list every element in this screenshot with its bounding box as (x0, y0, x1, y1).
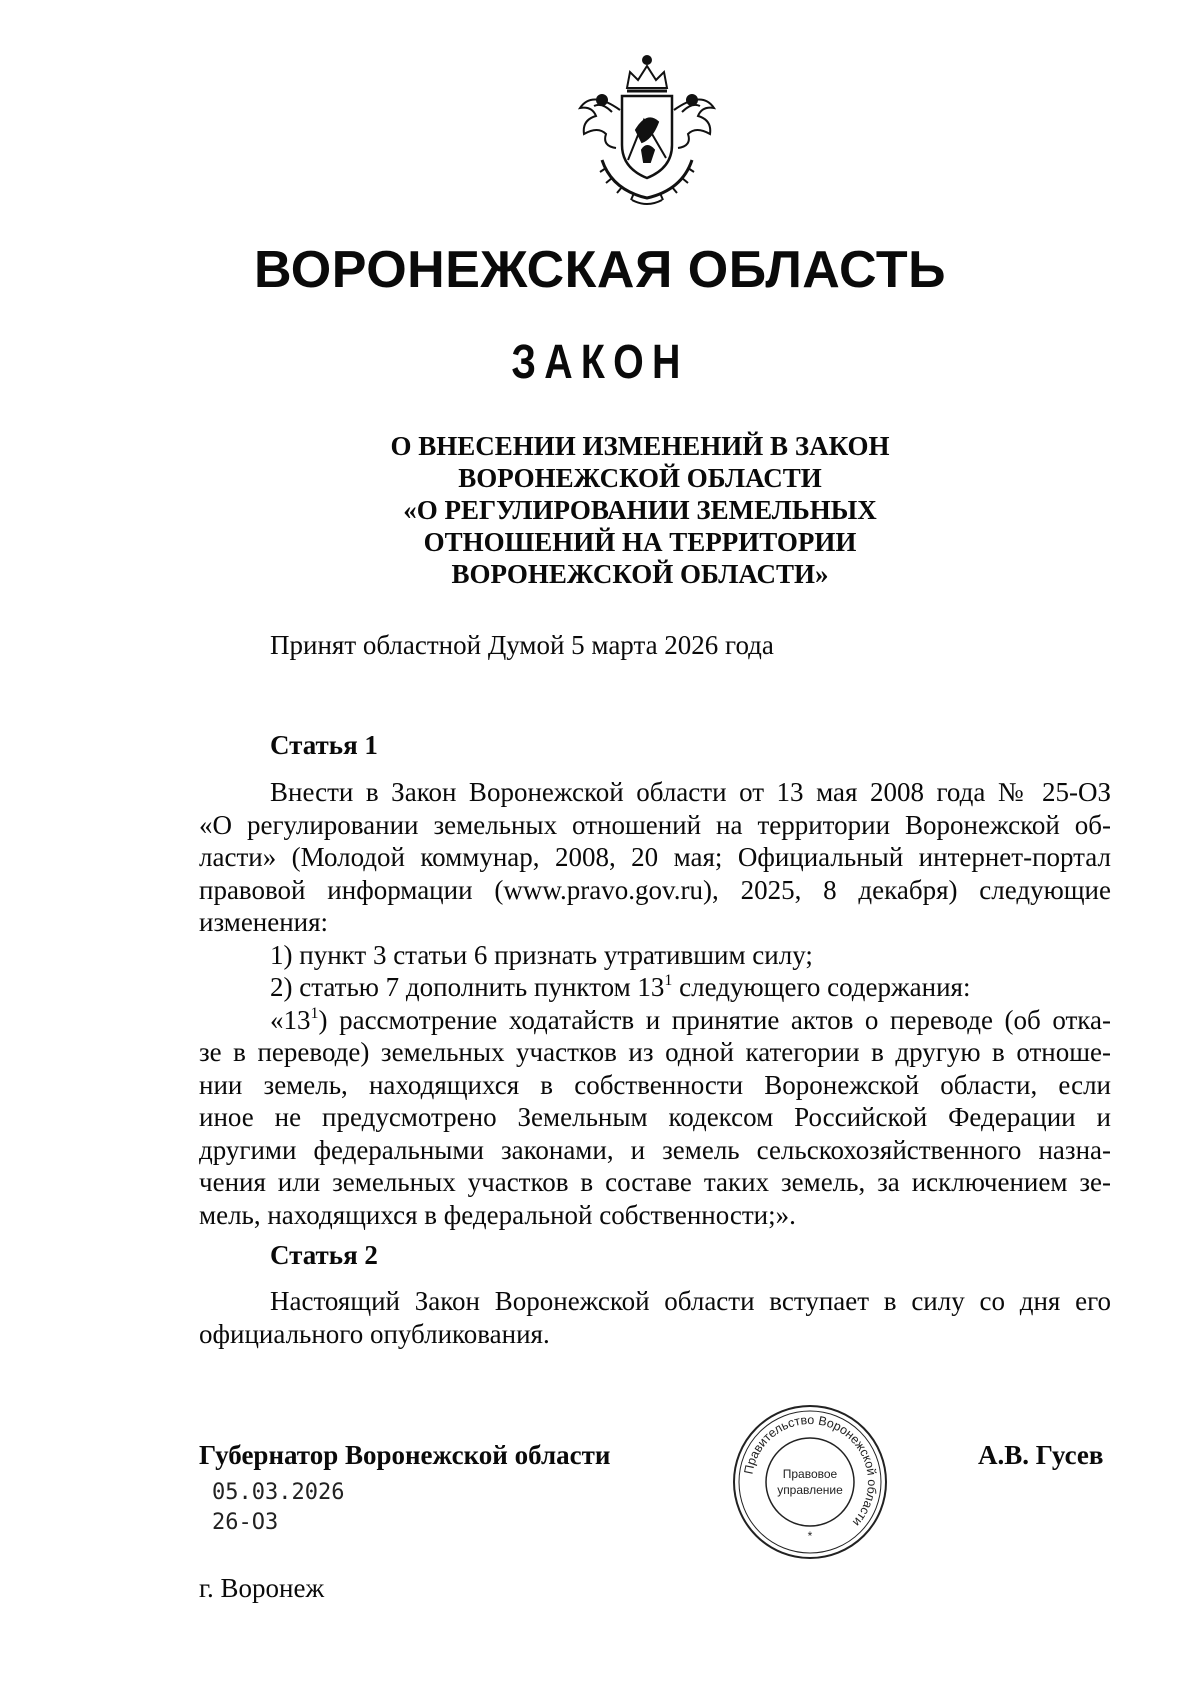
governor-title: Губернатор Воронежской области (199, 1440, 611, 1470)
quote-line: нии земель, находящихся в собственности Воронежской области, если (199, 1069, 1111, 1100)
item-2-superscript: 1 (664, 972, 673, 989)
voronezh-coat-of-arms-icon (572, 50, 722, 210)
quote-open: «13 (270, 1004, 311, 1035)
article-1-line: «О регулировании земельных отношений на территории Воронежской об- (199, 809, 1111, 840)
official-seal (730, 1402, 890, 1562)
seal-center-line-1: Правовое (782, 1467, 838, 1481)
law-title (300, 430, 980, 590)
law-title-line: ОТНОШЕНИЙ НА ТЕРРИТОРИИ (423, 527, 857, 557)
quote-first-text: ) рассмотрение ходатайств и принятие актов о переводе (об отка- (318, 1004, 1111, 1035)
article-2-body (199, 1285, 1111, 1350)
law-number: 26-ОЗ (212, 1510, 279, 1535)
article-1-line: Внести в Закон Воронежской области от 13 мая 2008 года № 25-ОЗ (270, 777, 1111, 807)
governor-name: А.В. Гусев (978, 1440, 1104, 1470)
article-2-heading: Статья 2 (270, 1240, 378, 1270)
article-1-line: изменения: (199, 907, 329, 937)
article-2-line: Настоящий Закон Воронежской области вступает в силу со дня его (270, 1286, 1111, 1316)
item-2-text-end: следующего содержания: (672, 972, 971, 1002)
quote-line: мель, находящихся в федеральной собственности;». (199, 1199, 796, 1230)
quote-first-line (199, 1004, 1111, 1037)
quote-line: зе в переводе) земельных участков из одной категории в другую в отноше- (199, 1037, 1111, 1067)
adoption-note: Принят областной Думой 5 марта 2026 года (270, 630, 774, 660)
law-title-line: О ВНЕСЕНИИ ИЗМЕНЕНИЙ В ЗАКОН (390, 431, 890, 461)
quote-line: другими федеральными законами, и земель сельскохозяйственного назна- (199, 1134, 1111, 1165)
signing-city: г. Воронеж (199, 1573, 325, 1603)
article-1-line: правовой информации (www.pravo.gov.ru), 2025, 8 декабря) следующие (199, 874, 1111, 905)
law-title-line: ВОРОНЕЖСКОЙ ОБЛАСТИ» (451, 559, 829, 589)
item-2-text: 2) статью 7 дополнить пунктом 13 (270, 972, 665, 1002)
law-title-line: ВОРОНЕЖСКОЙ ОБЛАСТИ (458, 463, 822, 493)
article-1-heading: Статья 1 (270, 730, 378, 760)
region-title: ВОРОНЕЖСКАЯ ОБЛАСТЬ (254, 241, 946, 299)
article-1-body (199, 776, 1111, 1231)
seal-ring-text: Правительство Воронежской области (741, 1412, 880, 1530)
article-1-item-2 (199, 971, 1111, 1004)
signing-date: 05.03.2026 (212, 1480, 345, 1505)
quote-line: чения или земельных участков в составе таких земель, за исключением зе- (199, 1167, 1111, 1197)
document-type-heading: ЗАКОН (511, 336, 689, 389)
seal-star: * (807, 1529, 813, 1543)
article-1-line: ласти» (Молодой коммунар, 2008, 20 мая; Официальный интернет-портал (199, 842, 1111, 872)
law-title-line: «О РЕГУЛИРОВАНИИ ЗЕМЕЛЬНЫХ (403, 495, 877, 525)
article-1-item-1: 1) пункт 3 статьи 6 признать утратившим силу; (270, 939, 813, 970)
seal-center-line-2: управление (777, 1483, 843, 1497)
quote-line: иное не предусмотрено Земельным кодексом Российской Федерации и (199, 1102, 1111, 1132)
article-2-line: официального опубликования. (199, 1318, 550, 1349)
quote-superscript: 1 (310, 1004, 319, 1022)
